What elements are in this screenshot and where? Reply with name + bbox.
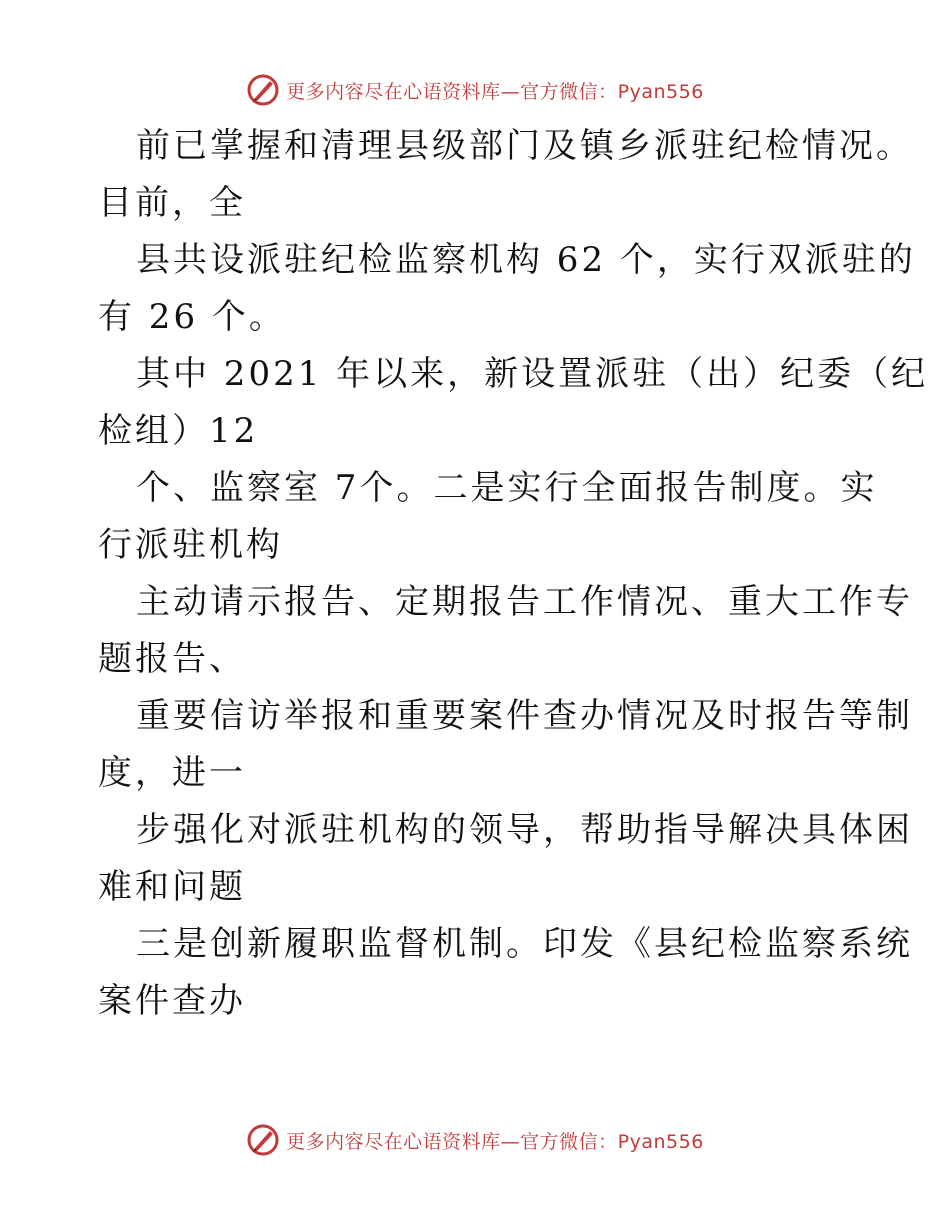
paragraph-line: 三是创新履职监督机制。印发《县纪检监察系统 — [136, 924, 913, 964]
document-body — [98, 118, 929, 1030]
quill-pen-circle-icon — [246, 73, 280, 107]
watermark-banner-bottom — [0, 1120, 950, 1160]
paragraph — [98, 232, 916, 346]
paragraph-line: 步强化对派驻机构的领导，帮助指导解决具体困 — [136, 810, 913, 850]
paragraph-line: 目前，全 — [98, 183, 246, 223]
paragraph — [98, 802, 913, 916]
paragraph-line: 重要信访举报和重要案件查办情况及时报告等制 — [136, 696, 913, 736]
paragraph-line: 案件查办 — [98, 981, 246, 1021]
paragraph-line: 县共设派驻纪检监察机构 62 个，实行双派驻的 — [136, 240, 916, 280]
paragraph-line: 其中 2021 年以来，新设置派驻（出）纪委（纪 — [136, 354, 929, 394]
watermark-text: 更多内容尽在心语资料库—官方微信：Pyan556 — [286, 1130, 704, 1153]
watermark-text: 更多内容尽在心语资料库—官方微信：Pyan556 — [286, 80, 704, 103]
watermark-banner-top — [0, 70, 950, 110]
paragraph-line: 前已掌握和清理县级部门及镇乡派驻纪检情况。 — [136, 126, 913, 166]
paragraph-line: 主动请示报告、定期报告工作情况、重大工作专 — [136, 582, 913, 622]
paragraph — [98, 118, 913, 232]
paragraph — [98, 574, 913, 688]
paragraph-line: 题报告、 — [98, 639, 246, 679]
paragraph-line: 难和问题 — [98, 867, 246, 907]
paragraph-line: 检组）12 — [98, 411, 259, 451]
paragraph-line: 个、监察室 7个。二是实行全面报告制度。实 — [136, 468, 878, 508]
paragraph — [98, 346, 929, 460]
quill-pen-circle-icon — [246, 1123, 280, 1157]
paragraph-line: 行派驻机构 — [98, 525, 283, 565]
paragraph — [98, 916, 913, 1030]
paragraph — [98, 460, 878, 574]
paragraph — [98, 688, 913, 802]
paragraph-line: 有 26 个。 — [98, 297, 286, 337]
paragraph-line: 度，进一 — [98, 753, 246, 793]
